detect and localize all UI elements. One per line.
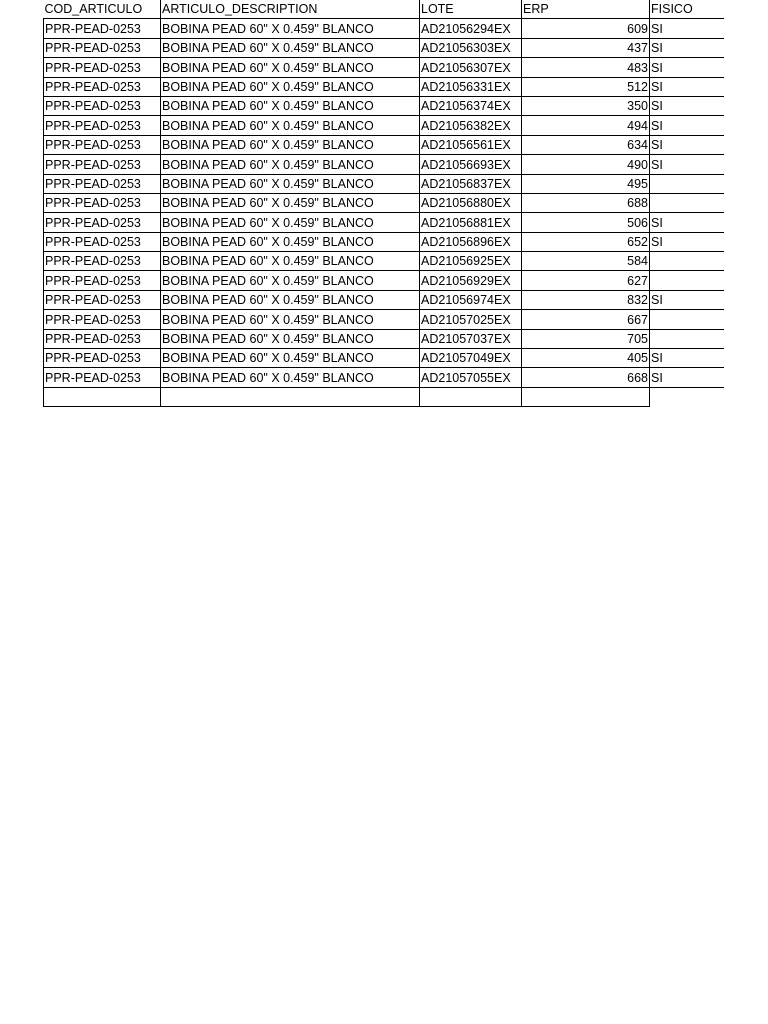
cell-fisico[interactable]: SI — [650, 213, 724, 232]
cell-lote[interactable]: AD21056880EX — [420, 193, 522, 212]
cell-cod-articulo[interactable]: PPR-PEAD-0253 — [44, 58, 161, 77]
table-row — [44, 368, 724, 387]
table-row — [44, 349, 724, 368]
inventory-table — [43, 0, 724, 407]
cell-cod-articulo[interactable]: PPR-PEAD-0253 — [44, 290, 161, 309]
spreadsheet — [43, 0, 724, 407]
cell-lote[interactable]: AD21057055EX — [420, 368, 522, 387]
cell-fisico[interactable]: SI — [650, 116, 724, 135]
empty-cell-articulo-description[interactable] — [161, 387, 420, 406]
table-row — [44, 135, 724, 154]
cell-cod-articulo[interactable]: PPR-PEAD-0253 — [44, 329, 161, 348]
cell-cod-articulo[interactable]: PPR-PEAD-0253 — [44, 193, 161, 212]
cell-erp[interactable]: 494 — [522, 116, 650, 135]
table-body — [44, 19, 724, 407]
cell-cod-articulo[interactable]: PPR-PEAD-0253 — [44, 96, 161, 115]
cell-articulo-description[interactable]: BOBINA PEAD 60" X 0.459" BLANCO — [161, 174, 420, 193]
header-row — [44, 0, 724, 19]
cell-erp[interactable]: 705 — [522, 329, 650, 348]
cell-fisico[interactable] — [650, 271, 724, 290]
cell-cod-articulo[interactable]: PPR-PEAD-0253 — [44, 349, 161, 368]
cell-lote[interactable]: AD21056881EX — [420, 213, 522, 232]
cell-articulo-description[interactable]: BOBINA PEAD 60" X 0.459" BLANCO — [161, 58, 420, 77]
cell-lote[interactable]: AD21056925EX — [420, 252, 522, 271]
cell-fisico[interactable]: SI — [650, 38, 724, 57]
table-row — [44, 155, 724, 174]
empty-cell-cod-articulo[interactable] — [44, 387, 161, 406]
cell-lote[interactable]: AD21056303EX — [420, 38, 522, 57]
header-lote[interactable]: LOTE — [420, 0, 522, 19]
cell-lote[interactable]: AD21057049EX — [420, 349, 522, 368]
cell-fisico[interactable]: SI — [650, 155, 724, 174]
cell-lote[interactable]: AD21056929EX — [420, 271, 522, 290]
cell-articulo-description[interactable]: BOBINA PEAD 60" X 0.459" BLANCO — [161, 329, 420, 348]
cell-articulo-description[interactable]: BOBINA PEAD 60" X 0.459" BLANCO — [161, 96, 420, 115]
cell-lote[interactable]: AD21056974EX — [420, 290, 522, 309]
table-row — [44, 232, 724, 251]
cell-fisico[interactable] — [650, 174, 724, 193]
table-row — [44, 329, 724, 348]
cell-erp[interactable]: 350 — [522, 96, 650, 115]
table-row — [44, 38, 724, 57]
empty-cell-erp[interactable] — [522, 387, 650, 406]
cell-articulo-description[interactable]: BOBINA PEAD 60" X 0.459" BLANCO — [161, 252, 420, 271]
cell-erp[interactable]: 667 — [522, 310, 650, 329]
cell-erp[interactable]: 437 — [522, 38, 650, 57]
cell-articulo-description[interactable]: BOBINA PEAD 60" X 0.459" BLANCO — [161, 193, 420, 212]
cell-cod-articulo[interactable]: PPR-PEAD-0253 — [44, 232, 161, 251]
cell-lote[interactable]: AD21056307EX — [420, 58, 522, 77]
cell-lote[interactable]: AD21056331EX — [420, 77, 522, 96]
table-row — [44, 252, 724, 271]
cell-lote[interactable]: AD21056561EX — [420, 135, 522, 154]
cell-cod-articulo[interactable]: PPR-PEAD-0253 — [44, 135, 161, 154]
cell-fisico[interactable]: SI — [650, 349, 724, 368]
cell-erp[interactable]: 634 — [522, 135, 650, 154]
cell-cod-articulo[interactable]: PPR-PEAD-0253 — [44, 19, 161, 38]
cell-fisico[interactable]: SI — [650, 290, 724, 309]
cell-lote[interactable]: AD21056374EX — [420, 96, 522, 115]
table-row — [44, 116, 724, 135]
table-row — [44, 174, 724, 193]
cell-cod-articulo[interactable]: PPR-PEAD-0253 — [44, 155, 161, 174]
empty-table-row — [44, 387, 724, 406]
header-erp[interactable]: ERP — [522, 0, 650, 19]
cell-articulo-description[interactable]: BOBINA PEAD 60" X 0.459" BLANCO — [161, 213, 420, 232]
header-fisico[interactable]: FISICO — [650, 0, 724, 19]
cell-articulo-description[interactable]: BOBINA PEAD 60" X 0.459" BLANCO — [161, 135, 420, 154]
header-articulo-description[interactable]: ARTICULO_DESCRIPTION — [161, 0, 420, 19]
cell-fisico[interactable]: SI — [650, 96, 724, 115]
cell-erp[interactable]: 483 — [522, 58, 650, 77]
header-cod-articulo[interactable]: COD_ARTICULO — [44, 2, 143, 17]
table-row — [44, 310, 724, 329]
cell-erp[interactable]: 652 — [522, 232, 650, 251]
cell-articulo-description[interactable]: BOBINA PEAD 60" X 0.459" BLANCO — [161, 155, 420, 174]
cell-lote[interactable]: AD21056693EX — [420, 155, 522, 174]
cell-fisico[interactable]: SI — [650, 368, 724, 387]
table-row — [44, 58, 724, 77]
cell-erp[interactable]: 495 — [522, 174, 650, 193]
cell-fisico[interactable]: SI — [650, 19, 724, 38]
cell-fisico[interactable]: SI — [650, 135, 724, 154]
cell-lote[interactable]: AD21056294EX — [420, 19, 522, 38]
cell-erp[interactable]: 668 — [522, 368, 650, 387]
cell-erp[interactable]: 506 — [522, 213, 650, 232]
cell-erp[interactable]: 490 — [522, 155, 650, 174]
cell-fisico[interactable] — [650, 193, 724, 212]
cell-erp[interactable]: 405 — [522, 349, 650, 368]
cell-articulo-description[interactable]: BOBINA PEAD 60" X 0.459" BLANCO — [161, 77, 420, 96]
cell-erp[interactable]: 627 — [522, 271, 650, 290]
cell-articulo-description[interactable]: BOBINA PEAD 60" X 0.459" BLANCO — [161, 310, 420, 329]
table-row — [44, 213, 724, 232]
cell-erp[interactable]: 832 — [522, 290, 650, 309]
cell-fisico[interactable]: SI — [650, 232, 724, 251]
table-row — [44, 271, 724, 290]
cell-lote[interactable]: AD21057037EX — [420, 329, 522, 348]
table-row — [44, 193, 724, 212]
cell-cod-articulo[interactable]: PPR-PEAD-0253 — [44, 77, 161, 96]
cell-articulo-description[interactable]: BOBINA PEAD 60" X 0.459" BLANCO — [161, 290, 420, 309]
cell-cod-articulo[interactable]: PPR-PEAD-0253 — [44, 368, 161, 387]
table-row — [44, 77, 724, 96]
cell-fisico[interactable]: SI — [650, 77, 724, 96]
cell-articulo-description[interactable]: BOBINA PEAD 60" X 0.459" BLANCO — [161, 116, 420, 135]
cell-articulo-description[interactable]: BOBINA PEAD 60" X 0.459" BLANCO — [161, 368, 420, 387]
table-row — [44, 19, 724, 38]
cell-erp[interactable]: 609 — [522, 19, 650, 38]
table-row — [44, 96, 724, 115]
cell-erp[interactable]: 512 — [522, 77, 650, 96]
cell-cod-articulo[interactable]: PPR-PEAD-0253 — [44, 174, 161, 193]
cell-fisico[interactable] — [650, 310, 724, 329]
cell-lote[interactable]: AD21056896EX — [420, 232, 522, 251]
cell-cod-articulo[interactable]: PPR-PEAD-0253 — [44, 310, 161, 329]
empty-cell-lote[interactable] — [420, 387, 522, 406]
cell-cod-articulo[interactable]: PPR-PEAD-0253 — [44, 271, 161, 290]
cell-cod-articulo[interactable]: PPR-PEAD-0253 — [44, 38, 161, 57]
cell-cod-articulo[interactable]: PPR-PEAD-0253 — [44, 252, 161, 271]
cell-erp[interactable]: 688 — [522, 193, 650, 212]
table-row — [44, 290, 724, 309]
cell-articulo-description[interactable]: BOBINA PEAD 60" X 0.459" BLANCO — [161, 38, 420, 57]
cell-articulo-description[interactable]: BOBINA PEAD 60" X 0.459" BLANCO — [161, 349, 420, 368]
cell-cod-articulo[interactable]: PPR-PEAD-0253 — [44, 116, 161, 135]
cell-articulo-description[interactable]: BOBINA PEAD 60" X 0.459" BLANCO — [161, 232, 420, 251]
cell-fisico[interactable] — [650, 252, 724, 271]
cell-fisico[interactable] — [650, 329, 724, 348]
cell-articulo-description[interactable]: BOBINA PEAD 60" X 0.459" BLANCO — [161, 19, 420, 38]
cell-cod-articulo[interactable]: PPR-PEAD-0253 — [44, 213, 161, 232]
cell-fisico[interactable]: SI — [650, 58, 724, 77]
empty-cell-fisico[interactable] — [650, 387, 724, 406]
cell-lote[interactable]: AD21057025EX — [420, 310, 522, 329]
cell-erp[interactable]: 584 — [522, 252, 650, 271]
cell-lote[interactable]: AD21056382EX — [420, 116, 522, 135]
cell-articulo-description[interactable]: BOBINA PEAD 60" X 0.459" BLANCO — [161, 271, 420, 290]
cell-lote[interactable]: AD21056837EX — [420, 174, 522, 193]
